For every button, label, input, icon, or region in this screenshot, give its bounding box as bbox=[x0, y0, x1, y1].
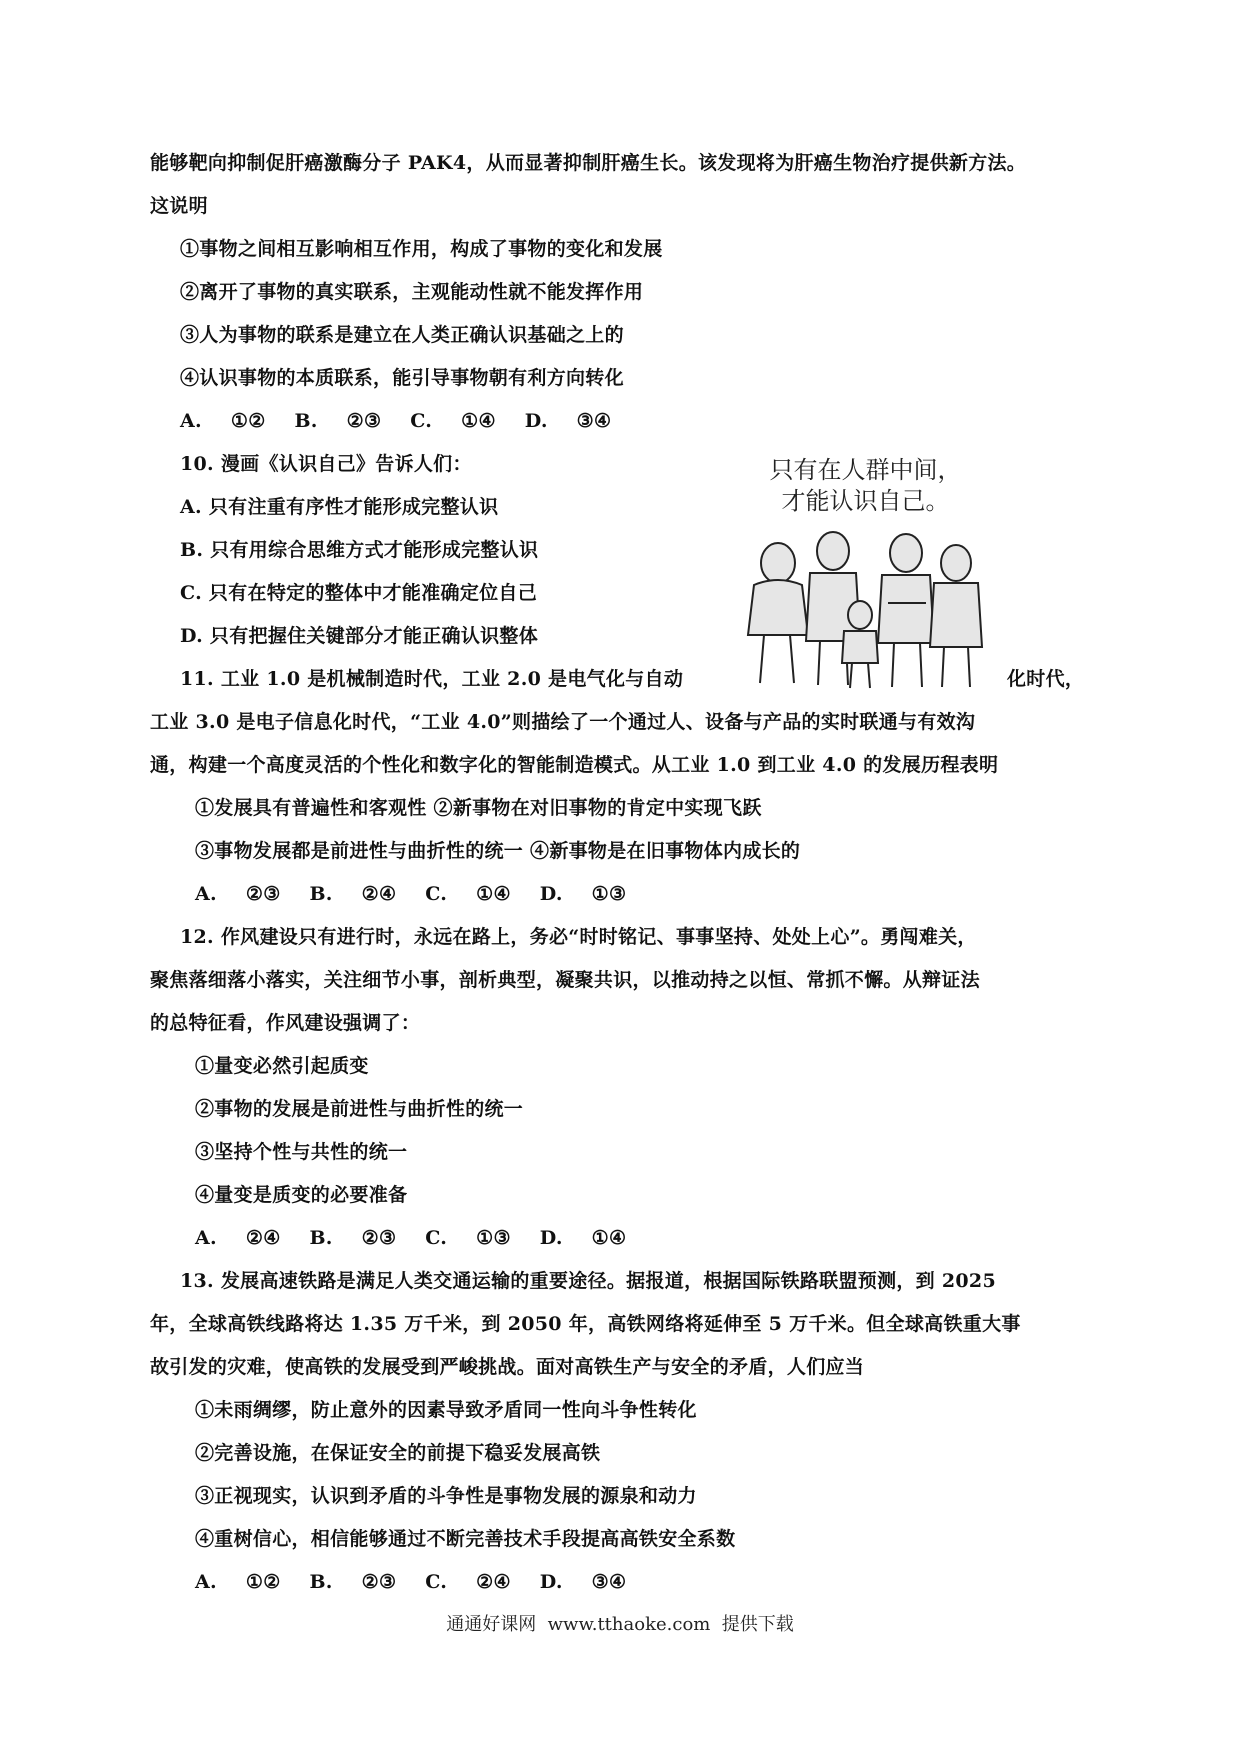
question-9-stem-line-1: 能够靶向抑制促肝癌激酶分子 PAK4，从而显著抑制肝癌生长。该发现将为肝癌生物治疗提供新方法。 bbox=[150, 152, 1027, 174]
option-b: B. 只有用综合思维方式才能形成完整认识 bbox=[180, 539, 539, 561]
question-9-stem-line-2: 这说明 bbox=[150, 195, 208, 217]
cartoon-caption-line-1: 只有在人群中间， bbox=[769, 456, 962, 484]
cartoon-caption bbox=[738, 455, 993, 517]
statement-4: ④量变是质变的必要准备 bbox=[195, 1184, 408, 1206]
cartoon-caption-line-2: 才能认识自己。 bbox=[781, 487, 950, 515]
statement-4: ④认识事物的本质联系，能引导事物朝有利方向转化 bbox=[180, 367, 624, 389]
statement-3: ③坚持个性与共性的统一 bbox=[195, 1141, 408, 1163]
statement-1: ①未雨绸缪，防止意外的因素导致矛盾同一性向斗争性转化 bbox=[195, 1399, 697, 1421]
question-13-stem-line-1: 13. 发展高速铁路是满足人类交通运输的重要途径。据报道，根据国际铁路联盟预测，到 2025 bbox=[180, 1270, 996, 1292]
people-group-illustration bbox=[738, 523, 993, 690]
answer-options: A. ①② B. ②③ C. ②④ D. ③④ bbox=[195, 1571, 627, 1593]
cartoon-figure bbox=[738, 455, 993, 690]
question-13-stem-line-2: 年，全球高铁线路将达 1.35 万千米，到 2050 年，高铁网络将延伸至 5 万千米。但全球高铁重大事 bbox=[150, 1313, 1021, 1335]
statement-4: ④重树信心，相信能够通过不断完善技术手段提高高铁安全系数 bbox=[195, 1528, 736, 1550]
statement-1: ①事物之间相互影响相互作用，构成了事物的变化和发展 bbox=[180, 238, 663, 260]
question-13-stem-line-3: 故引发的灾难，使高铁的发展受到严峻挑战。面对高铁生产与安全的矛盾，人们应当 bbox=[150, 1356, 865, 1378]
option-d: D. 只有把握住关键部分才能正确认识整体 bbox=[180, 625, 539, 647]
question-11-stem-line-2: 工业 3.0 是电子信息化时代，“工业 4.0”则描绘了一个通过人、设备与产品的实时联通与有效沟 bbox=[150, 711, 976, 733]
question-12-stem-line-3: 的总特征看，作风建设强调了： bbox=[150, 1012, 421, 1034]
question-11-stem-line-3: 通，构建一个高度灵活的个性化和数字化的智能制造模式。从工业 1.0 到工业 4.0 的发展历程表明 bbox=[150, 754, 999, 776]
statement-2: ②离开了事物的真实联系，主观能动性就不能发挥作用 bbox=[180, 281, 644, 303]
answer-options: A. ②④ B. ②③ C. ①③ D. ①④ bbox=[195, 1227, 627, 1249]
question-11-stem-line-1: 11. 工业 1.0 是机械制造时代，工业 2.0 是电气化与自动 bbox=[180, 668, 684, 690]
option-c: C. 只有在特定的整体中才能准确定位自己 bbox=[180, 582, 538, 604]
statements-3-4: ③事物发展都是前进性与曲折性的统一 ④新事物是在旧事物体内成长的 bbox=[195, 840, 801, 862]
question-10-stem: 10. 漫画《认识自己》告诉人们： bbox=[180, 453, 472, 475]
option-a: A. 只有注重有序性才能形成完整认识 bbox=[180, 496, 499, 518]
statement-1: ①量变必然引起质变 bbox=[195, 1055, 369, 1077]
question-12-stem-line-2: 聚焦落细落小落实，关注细节小事，剖析典型，凝聚共识，以推动持之以恒、常抓不懈。从辩证法 bbox=[150, 969, 980, 991]
answer-options: A. ①② B. ②③ C. ①④ D. ③④ bbox=[180, 410, 612, 432]
page-footer: 通通好课网 www.tthaoke.com 提供下载 bbox=[446, 1614, 794, 1635]
statement-3: ③正视现实，认识到矛盾的斗争性是事物发展的源泉和动力 bbox=[195, 1485, 697, 1507]
question-11-stem-line-1-end: 化时代， bbox=[1007, 668, 1085, 690]
statement-2: ②完善设施，在保证安全的前提下稳妥发展高铁 bbox=[195, 1442, 601, 1464]
question-12-stem-line-1: 12. 作风建设只有进行时，永远在路上，务必“时时铭记、事事坚持、处处上心”。勇闯难关， bbox=[180, 926, 977, 948]
statements-1-2: ①发展具有普遍性和客观性 ②新事物在对旧事物的肯定中实现飞跃 bbox=[195, 797, 762, 819]
statement-3: ③人为事物的联系是建立在人类正确认识基础之上的 bbox=[180, 324, 624, 346]
statement-2: ②事物的发展是前进性与曲折性的统一 bbox=[195, 1098, 524, 1120]
answer-options: A. ②③ B. ②④ C. ①④ D. ①③ bbox=[195, 883, 627, 905]
